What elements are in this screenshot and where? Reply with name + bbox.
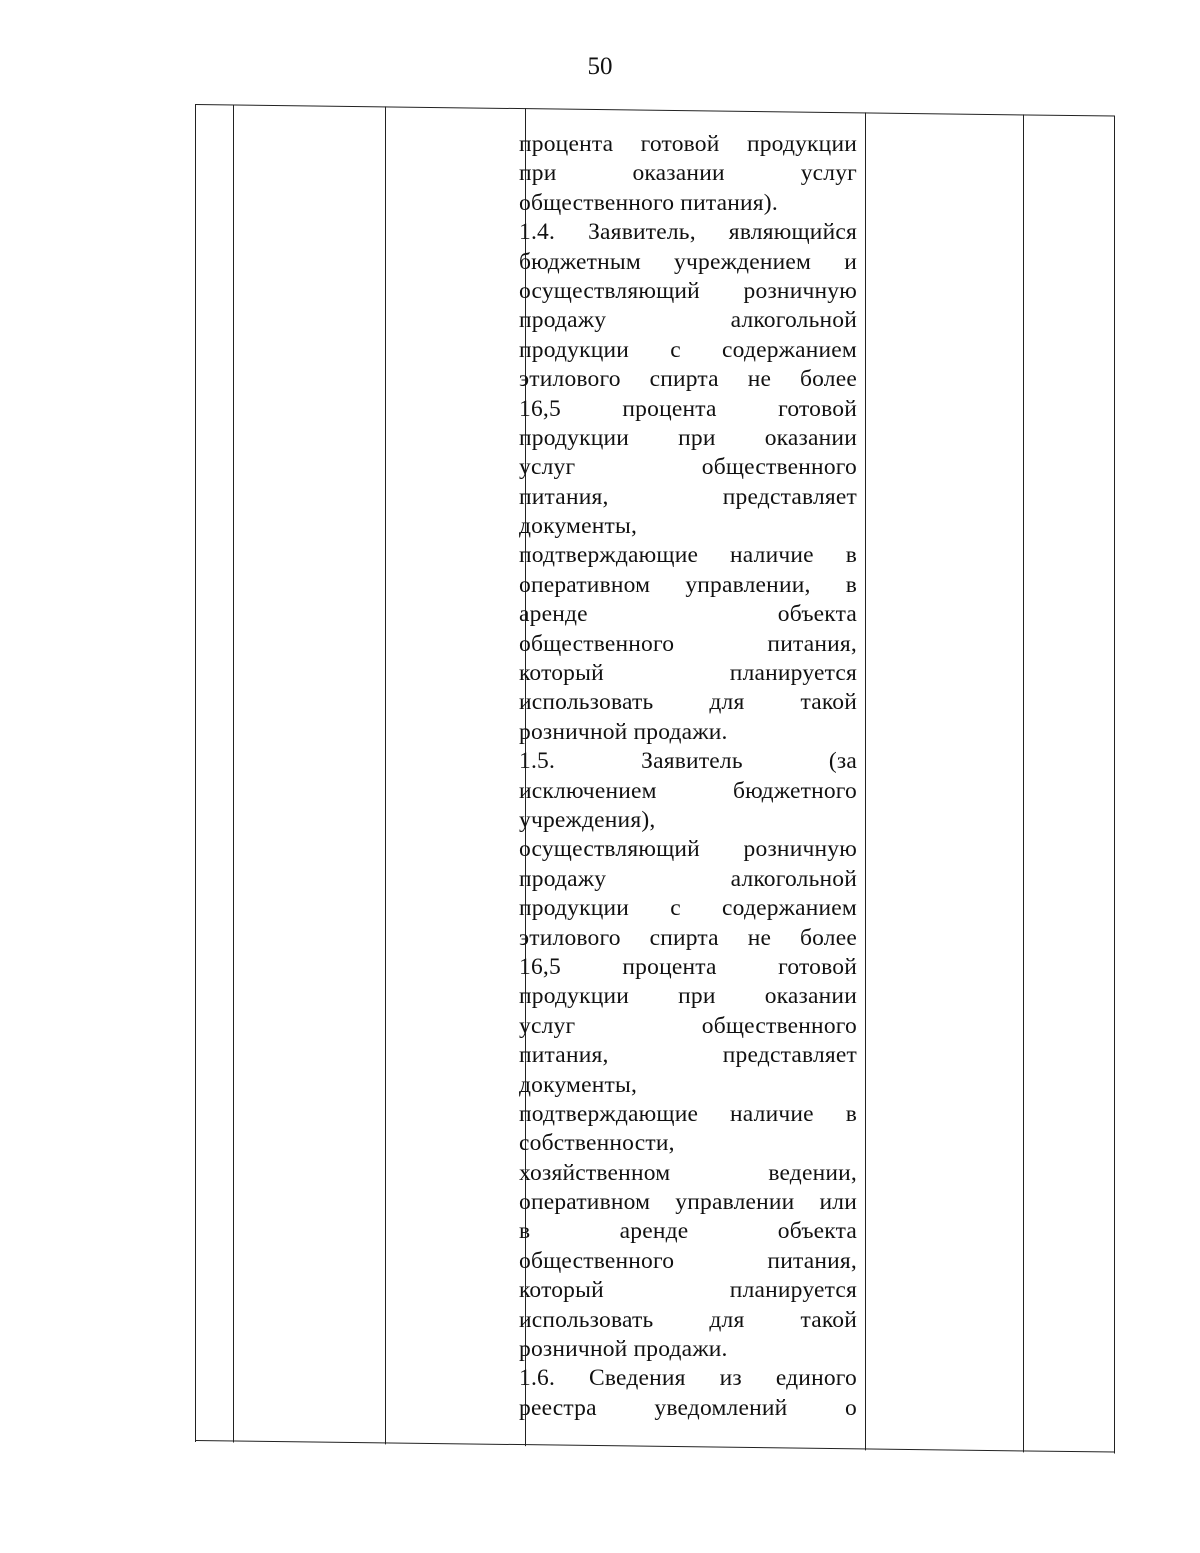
cell-text-line: продажу алкогольной xyxy=(519,865,857,892)
cell-text-line: учреждения), xyxy=(519,807,656,834)
cell-text-line: хозяйственном ведении, xyxy=(519,1159,857,1186)
cell-text-line: собственности, xyxy=(519,1130,675,1157)
cell-text-line: осуществляющий розничную xyxy=(519,278,857,305)
cell-text-line: продукции с содержанием xyxy=(519,895,857,922)
cell-text-line: оперативном управлении или xyxy=(519,1189,857,1216)
cell-text-line: 1.6. Сведения из единого xyxy=(519,1365,857,1392)
cell-text-line: этилового спирта не более xyxy=(519,366,857,393)
cell-text-line: подтверждающие наличие в xyxy=(519,1101,857,1128)
table-column-6 xyxy=(1023,114,1115,1453)
table-column-3 xyxy=(385,106,525,1446)
cell-text-line: в аренде объекта xyxy=(519,1218,857,1245)
page-number: 50 xyxy=(587,53,613,80)
cell-text-line: 1.5. Заявитель (за xyxy=(519,748,857,775)
cell-text-line: продукции при оказании xyxy=(519,425,857,452)
cell-text-line: 16,5 процента готовой xyxy=(519,395,857,422)
document-table xyxy=(195,104,1115,1454)
cell-text-line: общественного питания). xyxy=(519,189,778,216)
cell-text-line: розничной продажи. xyxy=(519,718,728,745)
cell-text-line: продажу алкогольной xyxy=(519,307,857,334)
cell-text-line: использовать для такой xyxy=(519,689,857,716)
cell-text-line: питания, представляет xyxy=(519,1042,857,1069)
table-column-5 xyxy=(865,112,1023,1452)
cell-text-line: питания, представляет xyxy=(519,483,857,510)
table-column-2 xyxy=(233,104,385,1444)
cell-text-line: при оказании услуг xyxy=(519,160,857,187)
cell-text-line: розничной продажи. xyxy=(519,1336,728,1363)
cell-text-line: подтверждающие наличие в xyxy=(519,542,857,569)
cell-text-line: общественного питания, xyxy=(519,630,857,657)
cell-text-line: использовать для такой xyxy=(519,1306,857,1333)
requirements-text-cell xyxy=(519,130,857,1423)
cell-text-line: который планируется xyxy=(519,1277,857,1304)
cell-text-line: документы, xyxy=(519,513,638,540)
cell-text-line: исключением бюджетного xyxy=(519,777,857,804)
cell-text-line: документы, xyxy=(519,1071,638,1098)
cell-text-line: бюджетным учреждением и xyxy=(519,248,857,275)
cell-text-line: осуществляющий розничную xyxy=(519,836,857,863)
cell-text-line: аренде объекта xyxy=(519,601,857,628)
cell-text-line: продукции с содержанием xyxy=(519,336,857,363)
cell-text-line: этилового спирта не более xyxy=(519,924,857,951)
cell-text-line: реестра уведомлений о xyxy=(519,1394,857,1421)
cell-text-line: продукции при оказании xyxy=(519,983,857,1010)
cell-text-line: услуг общественного xyxy=(519,1012,857,1039)
table-column-1 xyxy=(195,104,233,1442)
cell-text-line: 16,5 процента готовой xyxy=(519,954,857,981)
cell-text-line: 1.4. Заявитель, являющийся xyxy=(519,219,857,246)
cell-text-line: общественного питания, xyxy=(519,1247,857,1274)
cell-text-line: который планируется xyxy=(519,660,857,687)
cell-text-line: процента готовой продукции xyxy=(519,131,857,158)
cell-text-line: услуг общественного xyxy=(519,454,857,481)
cell-text-line: оперативном управлении, в xyxy=(519,572,857,599)
